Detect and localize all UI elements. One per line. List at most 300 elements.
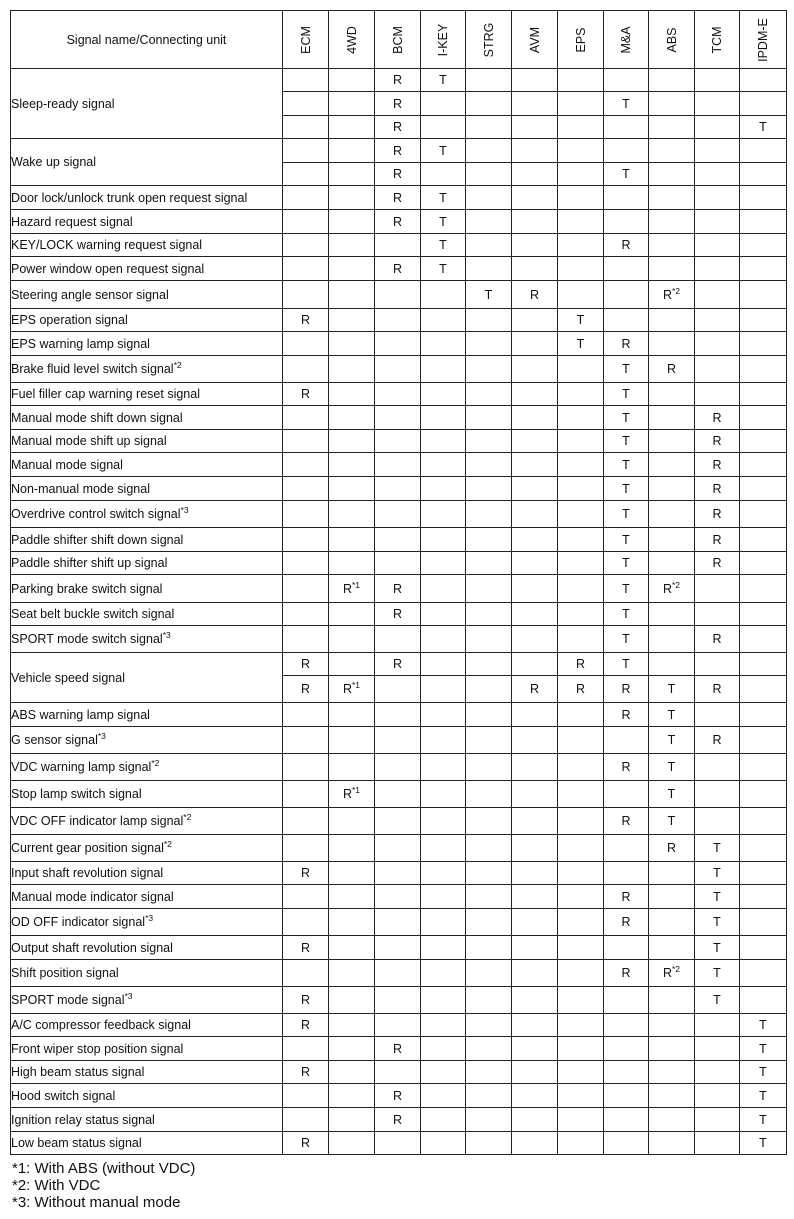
unit-header-label: IPDM-E xyxy=(756,17,770,62)
signal-name-text: SPORT mode switch signal xyxy=(11,632,163,646)
signal-cell xyxy=(512,575,558,603)
signal-cell xyxy=(512,139,558,163)
signal-cell xyxy=(512,210,558,234)
signal-cell xyxy=(512,383,558,406)
signal-cell xyxy=(466,552,512,575)
table-row xyxy=(11,309,787,332)
signal-name-text: OD OFF indicator signal xyxy=(11,915,146,929)
signal-cell xyxy=(283,885,329,909)
signal-cell xyxy=(512,862,558,885)
signal-name-text: Input shaft revolution signal xyxy=(11,866,164,880)
cell-value: R xyxy=(712,410,722,425)
signal-cell xyxy=(466,676,512,703)
signal-cell xyxy=(329,781,375,808)
cell-value: T xyxy=(439,143,447,158)
signal-cell xyxy=(329,1132,375,1155)
signal-cell xyxy=(329,1084,375,1108)
signal-cell xyxy=(604,808,649,835)
signal-cell xyxy=(740,139,787,163)
signal-name xyxy=(11,936,283,960)
table-row xyxy=(11,727,787,754)
signal-name xyxy=(11,862,283,885)
signal-cell xyxy=(695,477,740,501)
signal-cell xyxy=(649,1037,695,1061)
signal-cell xyxy=(421,754,466,781)
signal-cell xyxy=(375,356,421,383)
signal-cell xyxy=(695,676,740,703)
signal-cell xyxy=(695,885,740,909)
signal-name xyxy=(11,309,283,332)
signal-cell xyxy=(558,909,604,936)
cell-value: R xyxy=(392,143,403,158)
signal-cell xyxy=(283,477,329,501)
signal-cell xyxy=(421,653,466,676)
signal-name-text: VDC OFF indicator lamp signal xyxy=(11,814,184,828)
cell-value: T xyxy=(622,167,630,181)
table-row xyxy=(11,234,787,257)
signal-cell xyxy=(283,257,329,281)
signal-cell xyxy=(740,909,787,936)
signal-cell xyxy=(558,406,604,430)
signal-cell xyxy=(558,92,604,116)
signal-cell xyxy=(695,92,740,116)
signal-cell xyxy=(740,281,787,309)
signal-cell xyxy=(375,1037,421,1061)
signal-cell xyxy=(740,406,787,430)
signal-cell xyxy=(512,69,558,92)
signal-cell xyxy=(329,210,375,234)
signal-cell xyxy=(558,727,604,754)
table-row xyxy=(11,139,787,163)
signal-cell xyxy=(375,501,421,528)
signal-cell xyxy=(283,309,329,332)
signal-cell xyxy=(604,727,649,754)
footnote-3: *3: Without manual mode xyxy=(12,1194,181,1211)
signal-cell xyxy=(466,781,512,808)
signal-cell xyxy=(283,676,329,703)
signal-cell xyxy=(421,987,466,1014)
signal-cell xyxy=(604,936,649,960)
signal-name xyxy=(11,1108,283,1132)
signal-cell xyxy=(421,909,466,936)
signal-cell xyxy=(512,234,558,257)
signal-name-text: SPORT mode signal xyxy=(11,993,125,1007)
signal-cell xyxy=(466,727,512,754)
signal-cell xyxy=(558,186,604,210)
signal-cell xyxy=(375,781,421,808)
signal-cell xyxy=(421,781,466,808)
signal-cell xyxy=(604,477,649,501)
signal-name-text: G sensor signal xyxy=(11,733,98,747)
signal-cell xyxy=(421,92,466,116)
signal-cell xyxy=(375,383,421,406)
signal-cell xyxy=(375,575,421,603)
signal-table xyxy=(10,10,787,1155)
signal-cell xyxy=(512,406,558,430)
cell-footnote-ref: *2 xyxy=(671,964,681,974)
signal-cell xyxy=(375,835,421,862)
signal-cell xyxy=(283,960,329,987)
cell-value: R xyxy=(662,966,672,980)
signal-cell xyxy=(558,808,604,835)
signal-cell xyxy=(421,69,466,92)
signal-cell xyxy=(695,234,740,257)
signal-cell xyxy=(329,835,375,862)
signal-cell xyxy=(512,309,558,332)
signal-cell xyxy=(466,575,512,603)
signal-cell xyxy=(649,528,695,552)
signal-name xyxy=(11,653,283,703)
signal-name xyxy=(11,1061,283,1084)
signal-cell xyxy=(649,552,695,575)
signal-name-text: Stop lamp switch signal xyxy=(11,787,142,801)
signal-footnote-ref: *2 xyxy=(183,812,192,822)
signal-cell xyxy=(604,703,649,727)
signal-cell xyxy=(512,257,558,281)
signal-cell xyxy=(421,676,466,703)
signal-cell xyxy=(466,528,512,552)
signal-cell xyxy=(283,116,329,139)
signal-cell xyxy=(695,186,740,210)
signal-cell xyxy=(329,477,375,501)
signal-cell xyxy=(421,186,466,210)
signal-cell xyxy=(604,754,649,781)
signal-cell xyxy=(329,1108,375,1132)
signal-name-text: Power window open request signal xyxy=(11,261,205,276)
cell-value: R xyxy=(392,214,403,229)
unit-header-label: EPS xyxy=(573,26,588,53)
signal-cell xyxy=(375,808,421,835)
unit-header xyxy=(466,11,512,69)
signal-cell xyxy=(740,309,787,332)
signal-cell xyxy=(329,69,375,92)
signal-cell xyxy=(558,575,604,603)
cell-value: T xyxy=(759,1112,767,1127)
cell-value: T xyxy=(622,632,630,646)
signal-cell xyxy=(375,653,421,676)
signal-cell xyxy=(695,1108,740,1132)
cell-value: R xyxy=(300,387,311,401)
signal-cell xyxy=(558,1037,604,1061)
signal-cell xyxy=(740,501,787,528)
signal-cell xyxy=(649,862,695,885)
signal-cell xyxy=(558,960,604,987)
table-row xyxy=(11,186,787,210)
signal-name-text: Manual mode shift down signal xyxy=(11,410,183,425)
signal-name xyxy=(11,281,283,309)
signal-cell xyxy=(695,987,740,1014)
signal-name xyxy=(11,703,283,727)
signal-cell xyxy=(375,477,421,501)
signal-cell xyxy=(695,1061,740,1084)
signal-cell xyxy=(695,552,740,575)
signal-cell xyxy=(740,186,787,210)
signal-name xyxy=(11,987,283,1014)
signal-cell xyxy=(466,1061,512,1084)
signal-cell xyxy=(695,1037,740,1061)
unit-header-label: TCM xyxy=(710,25,724,54)
signal-cell xyxy=(649,116,695,139)
signal-cell xyxy=(512,987,558,1014)
cell-value: R xyxy=(300,1065,311,1079)
signal-cell xyxy=(604,626,649,653)
signal-cell xyxy=(740,1037,787,1061)
signal-cell xyxy=(329,603,375,626)
signal-name-text: EPS operation signal xyxy=(11,313,128,327)
cell-value: T xyxy=(439,261,447,276)
table-row xyxy=(11,210,787,234)
signal-cell xyxy=(604,1037,649,1061)
signal-cell xyxy=(695,257,740,281)
signal-name-header: Signal name/Connecting unit xyxy=(11,11,283,69)
signal-cell xyxy=(604,676,649,703)
signal-cell xyxy=(604,528,649,552)
signal-cell xyxy=(649,1014,695,1037)
cell-value: T xyxy=(667,707,676,722)
signal-cell xyxy=(421,528,466,552)
cell-value: R xyxy=(392,73,403,87)
signal-cell xyxy=(283,653,329,676)
signal-cell xyxy=(466,234,512,257)
signal-cell xyxy=(512,754,558,781)
signal-cell xyxy=(740,754,787,781)
signal-cell xyxy=(512,92,558,116)
signal-cell xyxy=(604,163,649,186)
signal-cell xyxy=(466,936,512,960)
signal-cell xyxy=(695,1132,740,1155)
signal-cell xyxy=(421,808,466,835)
signal-name-text: Manual mode indicator signal xyxy=(11,889,174,904)
signal-cell xyxy=(466,1084,512,1108)
signal-cell xyxy=(512,163,558,186)
signal-cell xyxy=(283,528,329,552)
cell-value: T xyxy=(759,1065,767,1079)
signal-cell xyxy=(283,626,329,653)
signal-cell xyxy=(512,653,558,676)
signal-cell xyxy=(466,309,512,332)
cell-value: T xyxy=(713,866,721,880)
signal-cell xyxy=(695,430,740,453)
signal-cell xyxy=(375,69,421,92)
signal-cell xyxy=(512,1132,558,1155)
signal-cell xyxy=(604,1084,649,1108)
signal-cell xyxy=(740,835,787,862)
signal-cell xyxy=(329,163,375,186)
table-row xyxy=(11,781,787,808)
table-row xyxy=(11,1037,787,1061)
table-row xyxy=(11,528,787,552)
cell-value: T xyxy=(622,362,630,376)
signal-cell xyxy=(466,430,512,453)
signal-name-text: High beam status signal xyxy=(11,1065,145,1079)
signal-cell xyxy=(283,332,329,356)
signal-cell xyxy=(329,116,375,139)
signal-cell xyxy=(604,234,649,257)
signal-cell xyxy=(466,332,512,356)
signal-cell xyxy=(375,528,421,552)
signal-name xyxy=(11,885,283,909)
signal-cell xyxy=(604,1014,649,1037)
signal-cell xyxy=(558,257,604,281)
signal-cell xyxy=(375,862,421,885)
signal-name xyxy=(11,69,283,139)
signal-cell xyxy=(604,281,649,309)
signal-cell xyxy=(512,936,558,960)
signal-cell xyxy=(649,909,695,936)
signal-name xyxy=(11,1014,283,1037)
signal-cell xyxy=(649,936,695,960)
signal-cell xyxy=(558,453,604,477)
cell-value: R xyxy=(342,787,352,801)
signal-cell xyxy=(421,552,466,575)
signal-cell xyxy=(421,477,466,501)
header-row xyxy=(11,11,787,69)
signal-name xyxy=(11,1132,283,1155)
signal-cell xyxy=(649,210,695,234)
signal-cell xyxy=(421,406,466,430)
table-row xyxy=(11,453,787,477)
cell-value: R xyxy=(666,362,677,376)
cell-value: R xyxy=(392,1112,403,1127)
signal-cell xyxy=(466,383,512,406)
signal-cell xyxy=(604,781,649,808)
signal-cell xyxy=(695,383,740,406)
signal-cell xyxy=(558,163,604,186)
signal-cell xyxy=(649,139,695,163)
signal-cell xyxy=(740,808,787,835)
cell-value: T xyxy=(439,238,447,252)
signal-cell xyxy=(740,69,787,92)
signal-cell xyxy=(375,909,421,936)
signal-cell xyxy=(421,1014,466,1037)
table-row xyxy=(11,430,787,453)
cell-value: R xyxy=(621,889,631,904)
signal-cell xyxy=(649,835,695,862)
signal-cell xyxy=(740,727,787,754)
unit-header xyxy=(512,11,558,69)
signal-name xyxy=(11,210,283,234)
signal-name-text: Front wiper stop position signal xyxy=(11,1041,184,1056)
signal-cell xyxy=(512,626,558,653)
signal-cell xyxy=(375,703,421,727)
signal-cell xyxy=(740,626,787,653)
signal-cell xyxy=(375,186,421,210)
cell-value: R xyxy=(621,915,631,929)
signal-cell xyxy=(375,936,421,960)
table-row xyxy=(11,69,787,92)
signal-name-text: ABS warning lamp signal xyxy=(11,707,150,722)
signal-cell xyxy=(558,356,604,383)
signal-cell xyxy=(695,163,740,186)
signal-cell xyxy=(558,1061,604,1084)
signal-cell xyxy=(512,1084,558,1108)
cell-value: T xyxy=(759,120,767,134)
unit-header xyxy=(649,11,695,69)
signal-cell xyxy=(604,430,649,453)
signal-name-text: Fuel filler cap warning reset signal xyxy=(11,387,200,401)
signal-cell xyxy=(375,210,421,234)
signal-cell xyxy=(329,92,375,116)
signal-name xyxy=(11,257,283,281)
signal-cell xyxy=(375,960,421,987)
signal-name-text: Hood switch signal xyxy=(11,1088,116,1103)
cell-value: R xyxy=(621,966,631,980)
signal-cell xyxy=(558,281,604,309)
signal-cell xyxy=(604,186,649,210)
signal-cell xyxy=(604,575,649,603)
signal-cell xyxy=(375,1014,421,1037)
signal-cell xyxy=(740,1108,787,1132)
cell-value: R xyxy=(300,1018,311,1032)
signal-cell xyxy=(329,356,375,383)
signal-footnote-ref: *2 xyxy=(151,758,160,768)
signal-cell xyxy=(695,139,740,163)
signal-cell xyxy=(283,862,329,885)
cell-value: R xyxy=(392,657,403,671)
signal-cell xyxy=(466,406,512,430)
cell-value: T xyxy=(622,96,630,111)
table-row xyxy=(11,1014,787,1037)
cell-value: R xyxy=(662,287,672,302)
signal-cell xyxy=(649,960,695,987)
signal-cell xyxy=(375,1132,421,1155)
signal-cell xyxy=(283,92,329,116)
signal-name xyxy=(11,835,283,862)
signal-cell xyxy=(283,703,329,727)
signal-cell xyxy=(649,477,695,501)
signal-cell xyxy=(695,862,740,885)
cell-value: R xyxy=(300,940,311,955)
cell-value: T xyxy=(713,915,721,929)
signal-cell xyxy=(604,909,649,936)
signal-cell xyxy=(421,430,466,453)
unit-header-label: I-KEY xyxy=(436,23,450,56)
signal-name xyxy=(11,808,283,835)
table-row xyxy=(11,936,787,960)
signal-cell xyxy=(558,116,604,139)
cell-footnote-ref: *2 xyxy=(671,579,681,590)
signal-cell xyxy=(604,453,649,477)
cell-footnote-ref: *1 xyxy=(351,785,361,795)
signal-cell xyxy=(283,430,329,453)
signal-cell xyxy=(512,552,558,575)
unit-header xyxy=(740,11,787,69)
signal-cell xyxy=(649,234,695,257)
signal-cell xyxy=(695,781,740,808)
unit-header-label: ECM xyxy=(298,25,313,54)
cell-value: R xyxy=(621,707,631,722)
signal-cell xyxy=(466,862,512,885)
cell-value: R xyxy=(712,632,722,646)
signal-cell xyxy=(283,1084,329,1108)
signal-cell xyxy=(740,453,787,477)
signal-cell xyxy=(329,575,375,603)
cell-value: R xyxy=(712,532,722,547)
table-row xyxy=(11,960,787,987)
table-row xyxy=(11,987,787,1014)
signal-cell xyxy=(283,575,329,603)
unit-header xyxy=(375,11,421,69)
signal-name xyxy=(11,139,283,186)
signal-name-text: A/C compressor feedback signal xyxy=(11,1018,191,1032)
signal-cell xyxy=(695,754,740,781)
signal-cell xyxy=(695,575,740,603)
signal-cell xyxy=(283,1014,329,1037)
signal-cell xyxy=(558,1108,604,1132)
signal-cell xyxy=(421,163,466,186)
signal-name xyxy=(11,186,283,210)
signal-cell xyxy=(466,453,512,477)
